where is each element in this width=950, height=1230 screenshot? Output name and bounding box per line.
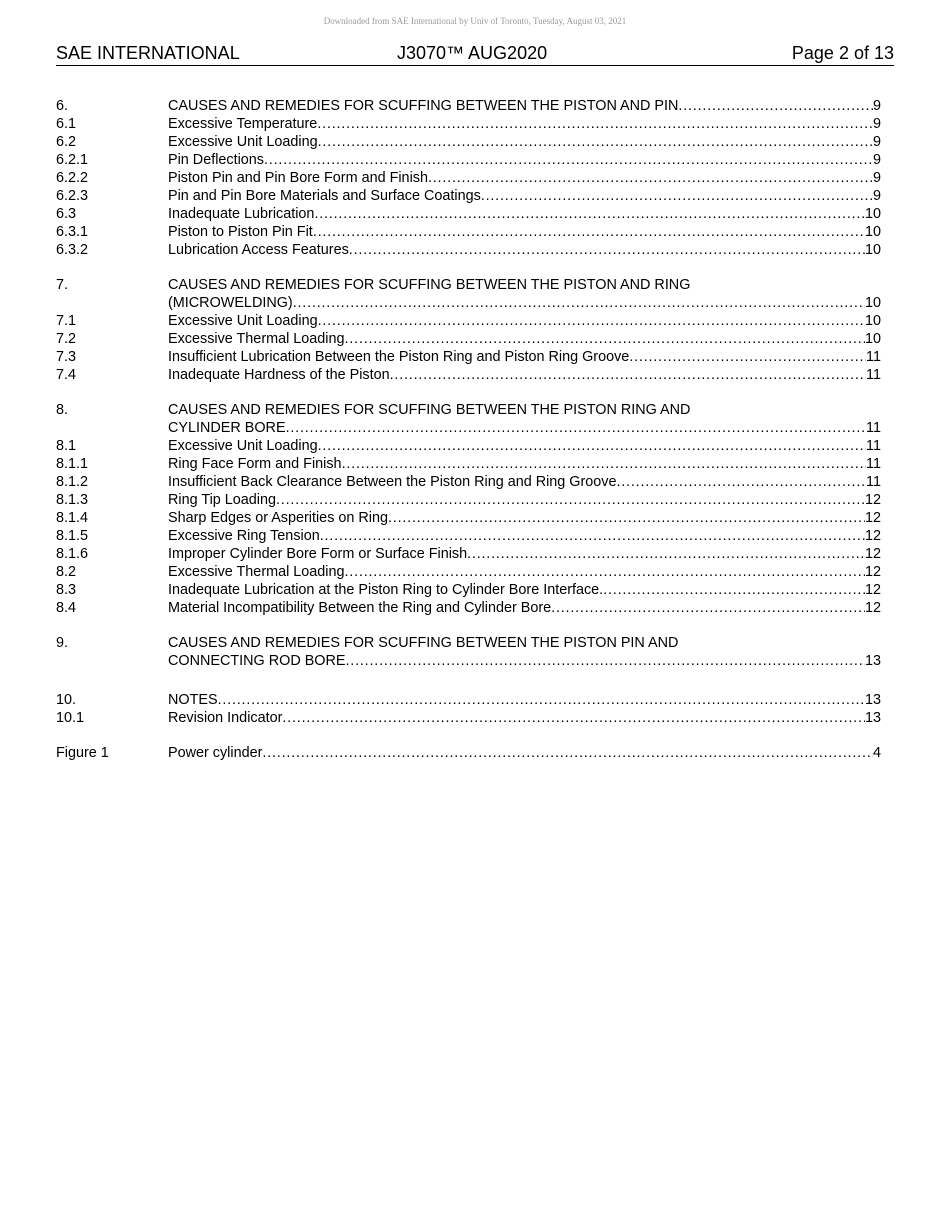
toc-entry-page: 11 — [866, 456, 881, 472]
toc-entry-title-line1: CAUSES AND REMEDIES FOR SCUFFING BETWEEN THE PISTON RING AND — [168, 402, 691, 418]
toc-entry[interactable] — [56, 455, 881, 473]
toc-leader-dots — [320, 527, 865, 545]
toc-leader-dots — [342, 455, 866, 473]
toc-entry[interactable] — [56, 97, 881, 115]
toc-leader-dots — [345, 330, 865, 348]
toc-entry[interactable] — [56, 545, 881, 563]
toc-entry-title: Revision Indicator — [168, 710, 283, 726]
toc-entry[interactable] — [56, 169, 881, 187]
toc-entry-page: 13 — [864, 653, 881, 669]
toc-entry-title: Inadequate Hardness of the Piston — [168, 367, 390, 383]
toc-entry-title: CAUSES AND REMEDIES FOR SCUFFING BETWEEN THE PISTON AND PIN — [168, 98, 679, 114]
toc-entry[interactable] — [56, 491, 881, 509]
toc-entry-title: Excessive Thermal Loading — [168, 564, 345, 580]
toc-entry[interactable] — [56, 276, 881, 312]
toc-entry-title: Power cylinder — [168, 745, 263, 761]
toc-entry-page: 9 — [872, 152, 881, 168]
toc-entry[interactable] — [56, 401, 881, 437]
toc-entry[interactable] — [56, 437, 881, 455]
toc-leader-dots — [293, 294, 865, 312]
toc-entry[interactable] — [56, 691, 881, 709]
toc-entry-number: 8.4 — [56, 600, 77, 616]
toc-entry[interactable] — [56, 599, 881, 617]
toc-leader-dots — [276, 491, 865, 509]
table-of-contents — [56, 97, 881, 762]
toc-leader-dots — [318, 312, 865, 330]
toc-entry-page: 12 — [864, 546, 881, 562]
toc-leader-dots — [467, 545, 865, 563]
toc-entry-page: 10 — [864, 224, 881, 240]
toc-entry-page: 9 — [872, 188, 881, 204]
toc-entry-title: Piston to Piston Pin Fit — [168, 224, 313, 240]
toc-entry[interactable] — [56, 115, 881, 133]
toc-entry-title: Piston Pin and Pin Bore Form and Finish — [168, 170, 428, 186]
toc-entry-page: 11 — [866, 474, 881, 490]
toc-entry[interactable] — [56, 509, 881, 527]
toc-entry-page: 9 — [872, 98, 881, 114]
toc-entry-number: 10.1 — [56, 710, 85, 726]
toc-entry[interactable] — [56, 205, 881, 223]
toc-entry[interactable] — [56, 709, 881, 727]
header-page-number: Page 2 of 13 — [791, 43, 894, 63]
toc-entry[interactable] — [56, 151, 881, 169]
toc-leader-dots — [317, 115, 873, 133]
toc-entry-title-line1: CAUSES AND REMEDIES FOR SCUFFING BETWEEN THE PISTON PIN AND — [168, 635, 679, 651]
toc-entry-title: Ring Tip Loading — [168, 492, 277, 508]
toc-entry-page: 11 — [866, 367, 881, 383]
toc-entry-page: 10 — [864, 206, 881, 222]
toc-entry[interactable] — [56, 348, 881, 366]
toc-leader-dots — [390, 366, 866, 384]
toc-entry[interactable] — [56, 133, 881, 151]
toc-entry-title: CONNECTING ROD BORE — [168, 653, 346, 669]
toc-entry-page: 11 — [866, 349, 881, 365]
toc-entry-number: 7.2 — [56, 331, 77, 347]
toc-entry-number: 8.3 — [56, 582, 77, 598]
toc-entry-number: Figure 1 — [56, 745, 109, 761]
toc-leader-dots — [262, 744, 873, 762]
toc-entry-title: Inadequate Lubrication at the Piston Ring to Cylinder Bore Interface. — [168, 582, 604, 598]
toc-entry-page: 9 — [872, 170, 881, 186]
toc-entry-number: 9. — [56, 635, 69, 651]
toc-entry-title-line1: CAUSES AND REMEDIES FOR SCUFFING BETWEEN THE PISTON AND RING — [168, 277, 691, 293]
toc-leader-dots — [318, 133, 873, 151]
toc-leader-dots — [282, 709, 865, 727]
toc-entry[interactable] — [56, 187, 881, 205]
toc-leader-dots — [481, 187, 873, 205]
toc-entry-title: Improper Cylinder Bore Form or Surface Finish — [168, 546, 468, 562]
download-watermark: Downloaded from SAE International by Univ of Toronto, Tuesday, August 03, 2021 — [323, 16, 627, 26]
toc-entry-title: Insufficient Back Clearance Between the Piston Ring and Ring Groove — [168, 474, 617, 490]
toc-leader-dots — [313, 223, 865, 241]
toc-leader-dots — [349, 241, 865, 259]
toc-entry-page: 12 — [864, 582, 881, 598]
toc-entry[interactable] — [56, 366, 881, 384]
toc-entry-number: 8.1.3 — [56, 492, 89, 508]
toc-entry-page: 10 — [864, 313, 881, 329]
toc-entry-number: 7.1 — [56, 313, 77, 329]
toc-leader-dots — [388, 509, 865, 527]
toc-entry-page: 10 — [864, 242, 881, 258]
toc-entry-title: Excessive Ring Tension — [168, 528, 320, 544]
toc-entry-number: 6. — [56, 98, 69, 114]
toc-entry[interactable] — [56, 223, 881, 241]
toc-entry-number: 8.1 — [56, 438, 77, 454]
page-header — [56, 43, 894, 66]
toc-entry-page: 12 — [864, 528, 881, 544]
toc-entry-title: Pin Deflections — [168, 152, 264, 168]
toc-entry[interactable] — [56, 312, 881, 330]
toc-entry[interactable] — [56, 581, 881, 599]
header-document-id: J3070™ AUG2020 — [397, 43, 548, 63]
toc-entry-title: Insufficient Lubrication Between the Piston Ring and Piston Ring Groove — [168, 349, 630, 365]
toc-entry-page: 9 — [872, 116, 881, 132]
toc-figure-entry[interactable] — [56, 744, 881, 762]
toc-entry-page: 12 — [864, 564, 881, 580]
toc-entry-title: Pin and Pin Bore Materials and Surface Coatings — [168, 188, 481, 204]
toc-entry-number: 6.2.1 — [56, 152, 89, 168]
toc-leader-dots — [264, 151, 873, 169]
toc-entry-title: Lubrication Access Features — [168, 242, 349, 258]
toc-leader-dots — [346, 652, 865, 670]
toc-entry-number: 7. — [56, 277, 69, 293]
toc-entry-title: Excessive Unit Loading — [168, 438, 318, 454]
toc-entry[interactable] — [56, 241, 881, 259]
toc-entry-page: 4 — [872, 745, 881, 761]
toc-entry-number: 8. — [56, 402, 69, 418]
toc-entry-number: 6.2.2 — [56, 170, 89, 186]
toc-entry-page: 9 — [872, 134, 881, 150]
toc-leader-dots — [629, 348, 866, 366]
toc-entry[interactable] — [56, 563, 881, 581]
toc-entry-number: 10. — [56, 692, 77, 708]
toc-entry-number: 8.1.4 — [56, 510, 89, 526]
toc-entry-title: CYLINDER BORE — [168, 420, 286, 436]
toc-entry-number: 6.3 — [56, 206, 77, 222]
toc-entry[interactable] — [56, 634, 881, 670]
toc-entry-number: 6.2 — [56, 134, 77, 150]
toc-entry-title: NOTES — [168, 692, 218, 708]
toc-entry-title: Excessive Temperature — [168, 116, 318, 132]
toc-entry-title: Sharp Edges or Asperities on Ring — [168, 510, 388, 526]
toc-leader-dots — [678, 97, 873, 115]
toc-entry-title: Excessive Unit Loading — [168, 134, 318, 150]
toc-entry-page: 12 — [864, 600, 881, 616]
toc-leader-dots — [551, 599, 865, 617]
toc-entry-number: 6.1 — [56, 116, 77, 132]
toc-entry-page: 13 — [864, 710, 881, 726]
toc-leader-dots — [428, 169, 873, 187]
toc-entry-page: 12 — [864, 510, 881, 526]
toc-entry-title: Excessive Thermal Loading — [168, 331, 345, 347]
toc-entry[interactable] — [56, 527, 881, 545]
toc-entry-page: 13 — [864, 692, 881, 708]
toc-leader-dots — [286, 419, 866, 437]
toc-entry-number: 8.1.1 — [56, 456, 89, 472]
toc-entry-title: Material Incompatibility Between the Ring and Cylinder Bore — [168, 600, 552, 616]
toc-entry[interactable] — [56, 473, 881, 491]
toc-entry-title: Excessive Unit Loading — [168, 313, 318, 329]
toc-entry-page: 10 — [864, 295, 881, 311]
toc-entry-title: (MICROWELDING) — [168, 295, 293, 311]
toc-leader-dots — [617, 473, 867, 491]
toc-entry-number: 8.1.2 — [56, 474, 89, 490]
toc-entry-page: 11 — [866, 420, 881, 436]
toc-entry-number: 8.1.5 — [56, 528, 89, 544]
toc-entry-number: 8.1.6 — [56, 546, 89, 562]
toc-leader-dots — [603, 581, 865, 599]
toc-entry-page: 12 — [864, 492, 881, 508]
toc-entry[interactable] — [56, 330, 881, 348]
toc-entry-page: 10 — [864, 331, 881, 347]
toc-leader-dots — [318, 437, 866, 455]
toc-entry-number: 6.2.3 — [56, 188, 89, 204]
toc-entry-title: Ring Face Form and Finish — [168, 456, 342, 472]
toc-leader-dots — [218, 691, 865, 709]
toc-entry-number: 6.3.2 — [56, 242, 89, 258]
toc-leader-dots — [345, 563, 865, 581]
toc-entry-number: 6.3.1 — [56, 224, 89, 240]
toc-entry-page: 11 — [866, 438, 881, 454]
header-publisher: SAE INTERNATIONAL — [56, 43, 240, 63]
toc-entry-number: 7.4 — [56, 367, 77, 383]
toc-entry-number: 7.3 — [56, 349, 77, 365]
toc-entry-number: 8.2 — [56, 564, 77, 580]
toc-leader-dots — [314, 205, 865, 223]
toc-entry-title: Inadequate Lubrication — [168, 206, 315, 222]
